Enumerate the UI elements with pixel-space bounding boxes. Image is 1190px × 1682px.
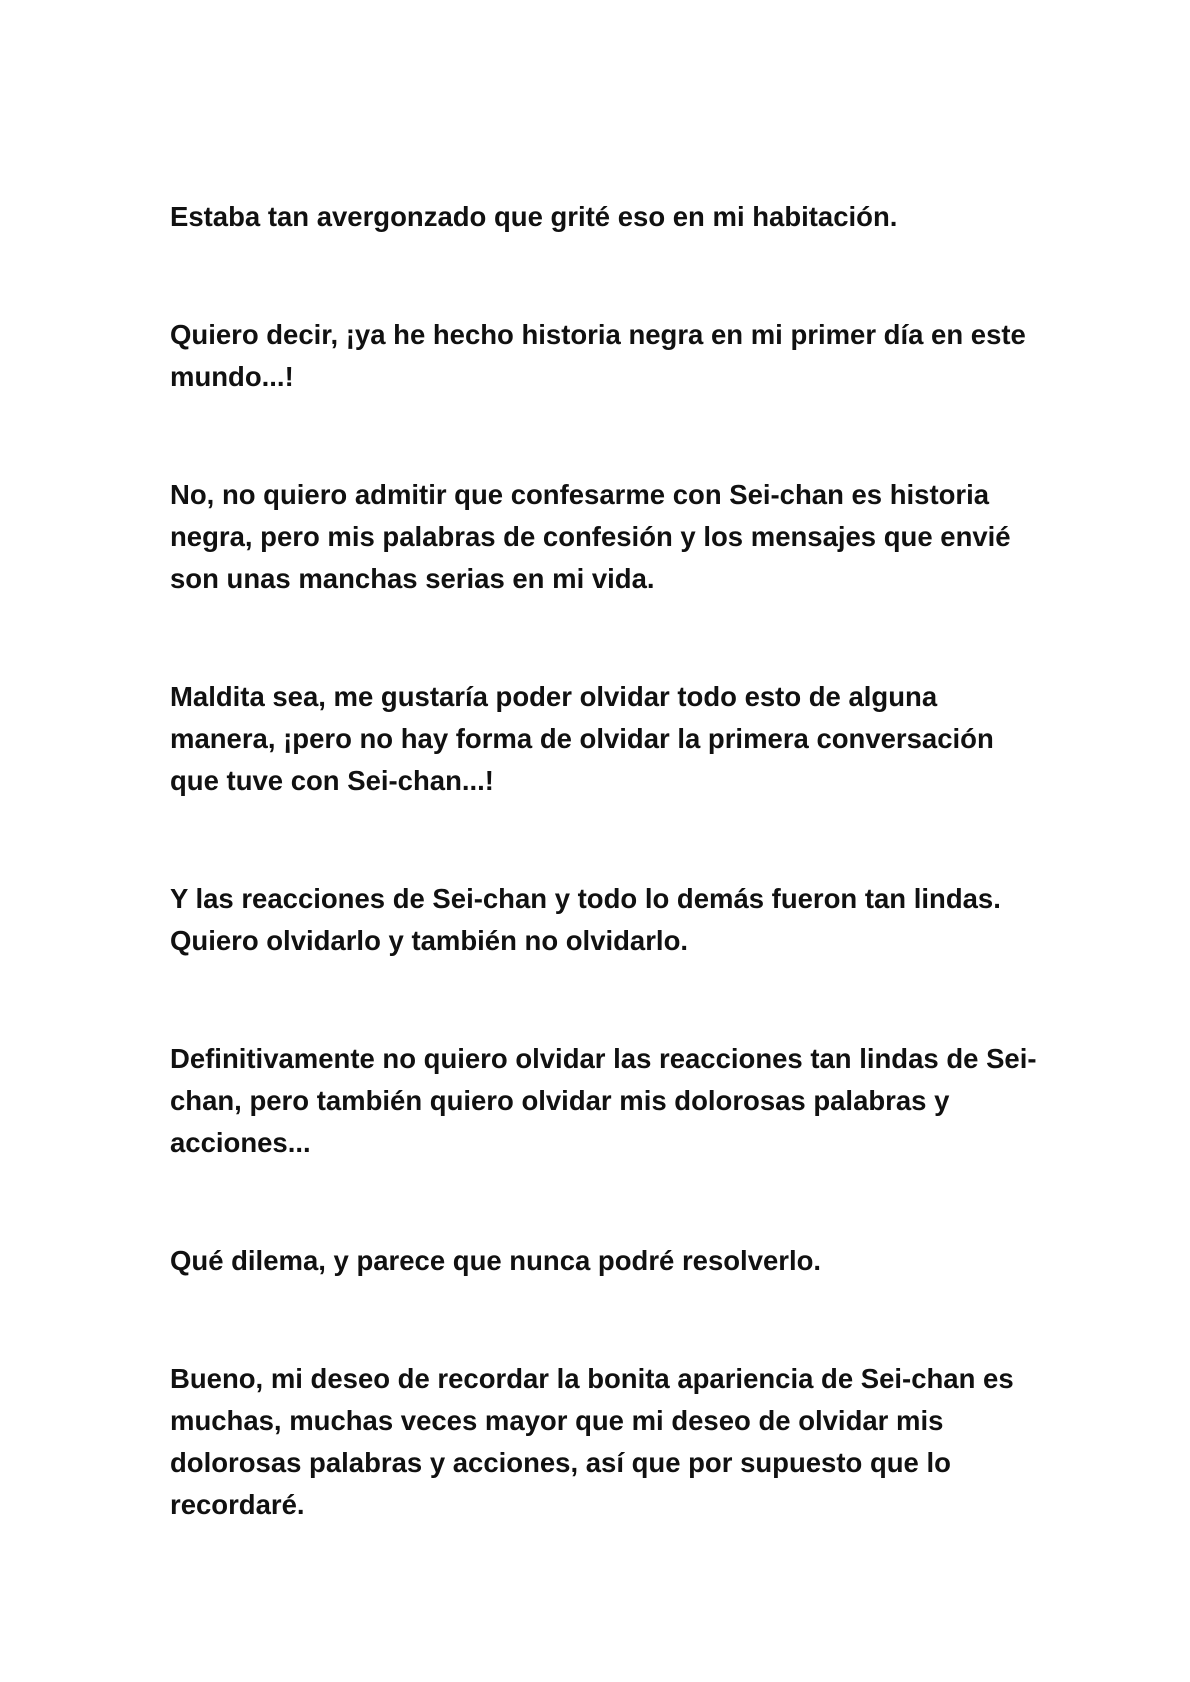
paragraph-1: Estaba tan avergonzado que grité eso en mi habitación. xyxy=(170,201,898,232)
paragraph-3: No, no quiero admitir que confesarme con Sei-chan es historia negra, pero mis palabras de confesión y los mensajes que envié son unas manchas serias en mi vida. xyxy=(170,479,1011,594)
paragraph-8: Bueno, mi deseo de recordar la bonita apariencia de Sei-chan es muchas, muchas veces mayor que mi deseo de olvidar mis dolorosas palabras y acciones, así que por supuesto que lo recordaré. xyxy=(170,1363,1014,1520)
paragraph-7: Qué dilema, y parece que nunca podré resolverlo. xyxy=(170,1245,822,1276)
body-text xyxy=(170,196,1050,1602)
paragraph-2: Quiero decir, ¡ya he hecho historia negra en mi primer día en este mundo...! xyxy=(170,319,1026,392)
paragraph-5: Y las reacciones de Sei-chan y todo lo demás fueron tan lindas. Quiero olvidarlo y también no olvidarlo. xyxy=(170,883,1001,956)
paragraph-6: Definitivamente no quiero olvidar las reacciones tan lindas de Sei-chan, pero también quiero olvidar mis dolorosas palabras y acciones... xyxy=(170,1043,1037,1158)
paragraph-4: Maldita sea, me gustaría poder olvidar todo esto de alguna manera, ¡pero no hay forma de olvidar la primera conversación que tuve con Sei-chan...! xyxy=(170,681,994,796)
